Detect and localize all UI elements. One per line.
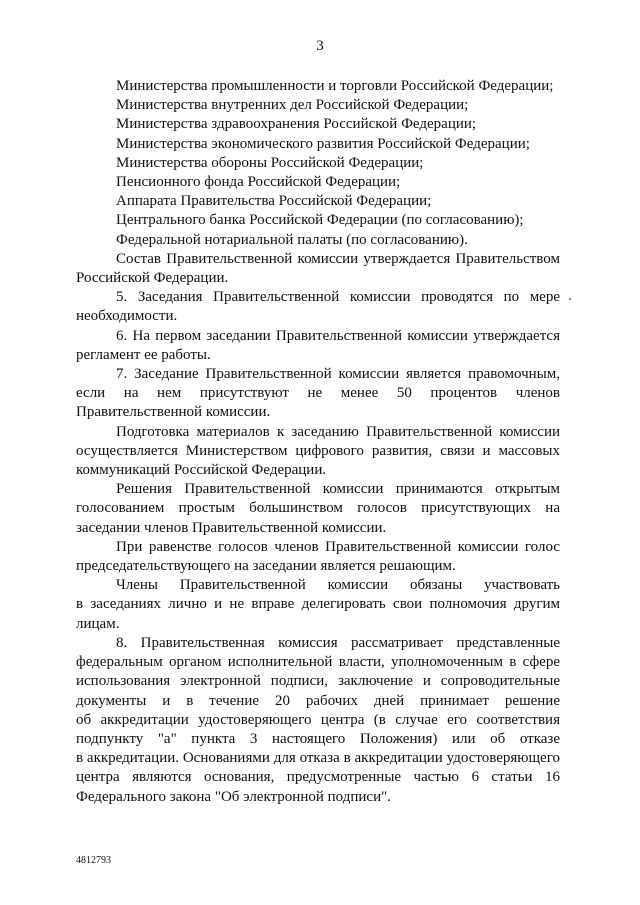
text-line: заседании членов Правительственной комиссии. xyxy=(76,519,387,536)
paragraph-tie-vote xyxy=(76,538,560,576)
text-line: Состав Правительственной комиссии утверждается Правительством xyxy=(116,250,560,267)
text-line: 7. Заседание Правительственной комиссии является правомочным, xyxy=(116,366,560,383)
ministry-line: Федеральной нотариальной палаты (по согласованию). xyxy=(116,231,468,248)
text-line: центра являются основания, предусмотренные частью 6 статьи 16 xyxy=(76,769,560,786)
ministry-line: Министерства внутренних дел Российской Федерации; xyxy=(116,97,469,114)
ministry-line: Аппарата Правительства Российской Федерации; xyxy=(116,193,432,210)
text-line: председательствующего на заседании является решающим. xyxy=(76,558,456,575)
paragraph-composition xyxy=(76,250,560,288)
paragraph-members xyxy=(76,576,560,634)
text-line: голосованием простым большинством голосов присутствующих на xyxy=(76,500,560,517)
text-line: 8. Правительственная комиссия рассматривает представленные xyxy=(116,634,560,651)
ministries-list xyxy=(76,77,560,250)
ministry-line: Министерства промышленности и торговли Российской Федерации; xyxy=(116,78,554,94)
text-line: Члены Правительственной комиссии обязаны участвовать xyxy=(116,577,560,594)
text-line: Федерального закона "Об электронной подписи". xyxy=(76,788,391,805)
text-line: необходимости. xyxy=(76,308,178,325)
ministry-line: Центрального банка Российской Федерации (по согласованию); xyxy=(116,212,524,229)
text-line: коммуникаций Российской Федерации. xyxy=(76,462,327,479)
ministry-line: Министерства здравоохранения Российской Федерации; xyxy=(116,116,477,133)
ministry-line: Министерства экономического развития Российской Федерации; xyxy=(116,135,530,152)
text-line: документы и в течение 20 рабочих дней принимает решение xyxy=(76,692,560,709)
text-line: если на нем присутствуют не менее 50 процентов членов xyxy=(76,385,560,402)
text-line: лицам. xyxy=(76,615,120,632)
text-line: регламент ее работы. xyxy=(76,346,211,363)
ministry-line: Министерства обороны Российской Федерации; xyxy=(116,154,424,171)
text-line: федеральным органом исполнительной власти, уполномоченным в сфере xyxy=(76,654,560,671)
text-line: использования электронной подписи, заключение и сопроводительные xyxy=(76,673,560,690)
text-line: Подготовка материалов к заседанию Правительственной комиссии xyxy=(116,423,560,440)
paragraph-item-5 xyxy=(76,288,560,326)
paragraph-decisions xyxy=(76,480,560,538)
text-line: в заседаниях лично и не вправе делегировать свои полномочия другим xyxy=(76,596,560,613)
paragraph-item-6 xyxy=(76,327,560,365)
text-line: осуществляется Министерством цифрового развития, связи и массовых xyxy=(76,442,560,459)
page-number: 3 xyxy=(316,38,324,54)
document-body xyxy=(76,77,560,807)
text-line: При равенстве голосов членов Правительственной комиссии голос xyxy=(116,538,560,555)
paragraph-item-7 xyxy=(76,365,560,423)
document-code: 4812793 xyxy=(76,855,111,866)
text-line: в аккредитации. Основаниями для отказа в аккредитации удостоверяющего xyxy=(76,750,560,767)
ministry-line: Пенсионного фонда Российской Федерации; xyxy=(116,174,401,191)
paragraph-preparation xyxy=(76,423,560,481)
text-line: подпункту "а" пункта 3 настоящего Положения) или об отказе xyxy=(76,730,560,747)
text-line: Решения Правительственной комиссии принимаются открытым xyxy=(116,481,560,498)
scan-speck xyxy=(569,298,571,300)
paragraph-item-8 xyxy=(76,634,560,807)
text-line: об аккредитации удостоверяющего центра (в случае его соответствия xyxy=(76,711,560,728)
text-line: Правительственной комиссии. xyxy=(76,404,271,421)
text-line: Российской Федерации. xyxy=(76,270,229,287)
text-line: 5. Заседания Правительственной комиссии проводятся по мере xyxy=(116,289,560,306)
text-line: 6. На первом заседании Правительственной комиссии утверждается xyxy=(116,327,560,344)
